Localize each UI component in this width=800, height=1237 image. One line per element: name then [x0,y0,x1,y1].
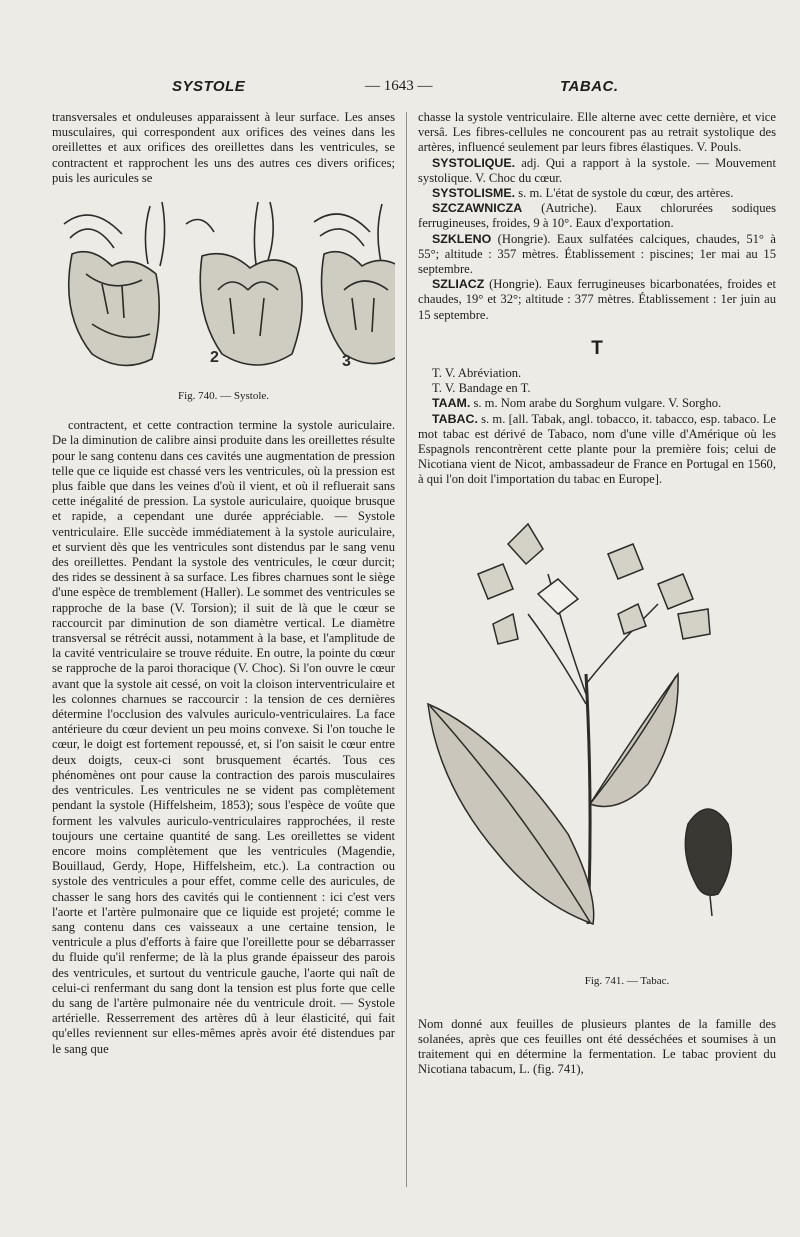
systole-figure [52,194,395,399]
left-column [52,110,395,1057]
definition-tabac: s. m. [all. Tabak, angl. tobacco, it. tabacco, esp. tabaco. Le mot tabac est dérivé de Tabaco, nom d'une ville d'Amérique où les Espagnols rencontrèrent cette plante pour la première fois; celui de Nicotiana vient de Nicot, ambassadeur de France en Portugal en 1560, à qui l'on doit l'importation du tabac en Europe]. [418,411,776,487]
definition-szczawnicza: (Autriche). Eaux chlorurées sodiques ferrugineuses, froides, 9 à 10°. Eaux d'exportation. [418,201,776,231]
headword-szliacz: SZLIACZ [432,277,485,292]
entry-taam [418,396,776,411]
page-number: — 1643 — [365,78,433,94]
entry-t-bandage: T. V. Bandage en T. [432,381,531,396]
definition-taam: s. m. Nom arabe du Sorghum vulgare. V. Sorgho. [473,396,722,411]
systole-intro-text: transversales et onduleuses apparaissent à leur surface. Les anses musculaires, qui correspondent aux orifices des veines dans les oreillettes et aux orifices des oreillettes dans les ventricules, se contractent et rapprochent les uns des autres ces divers orifices; puis les auricules se [52,110,395,185]
entry-szkleno [418,232,776,278]
heart-illustrations [52,194,395,399]
header-left-word: SYSTOLE [172,78,246,95]
tabac-description: Nom donné aux feuilles de plusieurs plantes de la famille des solanées, après que ces feuilles ont été desséchées et soumises à un traitement qui en détermine la fermentation. Le tabac provient du Nicotiana tabacum, L. (fig. 741), [418,1016,776,1077]
figure-label-3: 3 [342,353,351,371]
entry-tabac [418,412,776,488]
tobacco-plant-illustration [418,504,776,974]
entry-szliacz [418,277,776,323]
right-column [418,110,776,1078]
entry-t-abreviation: T. V. Abréviation. [432,366,522,381]
definition-szliacz: (Hongrie). Eaux ferrugineuses bicarbonatées, froides et chaudes, 19° et 32°; altitude : 377 mètres. Établissement : 1er juin au 15 septembre. [418,277,776,322]
definition-szkleno: (Hongrie). Eaux sulfatées calciques, chaudes, 51° à 55°; altitude : 357 mètres. Établissement : piscines; 1er mai au 15 septembre. [418,231,776,277]
systole-continuation: chasse la systole ventriculaire. Elle alterne avec cette dernière, et vice versâ. Les fibres-cellules ne concourent pas au retrait systolique des artères, influencé seulement par leurs fibres élastiques. V. Pouls. [418,110,776,155]
tabac-figure [418,504,776,974]
headword-taam: TAAM. [432,396,471,411]
figure-label-2: 2 [210,349,219,367]
entry-systolique [418,156,776,186]
headword-szczawnicza: SZCZAWNICZA [432,201,523,216]
headword-systolisme: SYSTOLISME. [432,186,516,201]
column-divider [406,112,407,1187]
headword-szkleno: SZKLENO [432,231,492,246]
entry-systolisme [418,186,776,201]
header-right-word: TABAC. [560,78,619,95]
figure-740-caption: Fig. 740. — Systole. [177,390,270,403]
headword-tabac: TABAC. [432,411,478,426]
section-letter-t: T [591,337,603,359]
page-header [40,72,780,102]
definition-systolique: adj. Qui a rapport à la systole. — Mouvement systolique. V. Choc du cœur. [418,155,776,185]
systole-main-text: contractent, et cette contraction termine la systole auriculaire. De la diminution de calibre ainsi produite dans les oreillettes résulte pour le sang contenu dans ces cavités une augmentation de pression telle que ce liquide est chassé vers les ventricules, où la pression est plus faible que dans les veines d'où il vient, et où il refluerait sans cette inégalité de pression. La systole auriculaire, quoique brusque et rapide, a cependant une durée appréciable. — Systole ventriculaire. Elle succède immédiatement à la systole auriculaire, et survient dès que les ventricules sont distendus par le sang venu des oreillettes. Pendant la systole des ventricules, le cœur durcit; des rides se dessinent à sa surface. Les fibres charnues sont le siège d'une espèce de tremblement (Haller). Le sommet des ventricules se rapproche de la base (V. Torsion); il suit de là que le cœur se raccourcit par diminution de son diamètre vertical. Le diamètre transversal se rétrécit aussi, notamment à la base, et l'amplitude de la cavité ventriculaire se trouve réduite. En outre, la pointe du cœur se rapproche de la paroi thoracique (V. Choc). Si l'on ouvre le cœur avant que la systole ait cessé, on voit la cloison interventriculaire et les colonnes charnues se raccourcir : la tension de ces dernières détermine l'occlusion des valvules auriculo-ventriculaires. La face antérieure du cœur devient un peu moins convexe. Si l'on touche le cœur, le doigt est fortement repoussé, et, si l'on saisit le cœur entre deux doigts, ceux-ci sont brusquement écartés. Tous ces phénomènes ont pour cause la contraction des parois musculaires des ventricules. Les ventricules ne se vident pas complètement pendant la systole (Hiffelsheim, 1853); sous l'espèce de voûte que forment les valvules auriculo-ventriculaires rapprochées, il reste toujours une certaine quantité de sang. Les oreillettes se vident encore moins complètement que les ventricules (Magendie, Bouillaud, Gerdy, Hope, Hiffelsheim, etc.). La contraction ou systole des ventricules a pour effet, comme celle des auricules, de chasser le sang hors des cavités qui le contiennent : ici c'est vers l'aorte et l'artère pulmonaire que ce liquide est projeté; comme le sang contenu dans ces vaisseaux a une certaine tension, le ventricule a plus d'efforts à faire que l'oreillette pour se débarrasser du fluide qu'il renferme; de là la plus grande épaisseur des parois des ventricules, et surtout du ventricule gauche, l'aorte qui naît de celui-ci renfermant du sang dont la tension est plus forte que celle du sang de l'artère pulmonaire née du ventricule droit. — Systole artérielle. Resserrement des artères dû à leur élasticité, qui fait qu'elles reviennent sur elles-mêmes après avoir été distendues par le sang que [52,418,395,1056]
definition-systolisme: s. m. L'état de systole du cœur, des artères. [518,186,734,201]
headword-systolique: SYSTOLIQUE. [432,155,516,170]
entry-szczawnicza [418,201,776,231]
figure-741-caption: Fig. 741. — Tabac. [584,974,670,987]
